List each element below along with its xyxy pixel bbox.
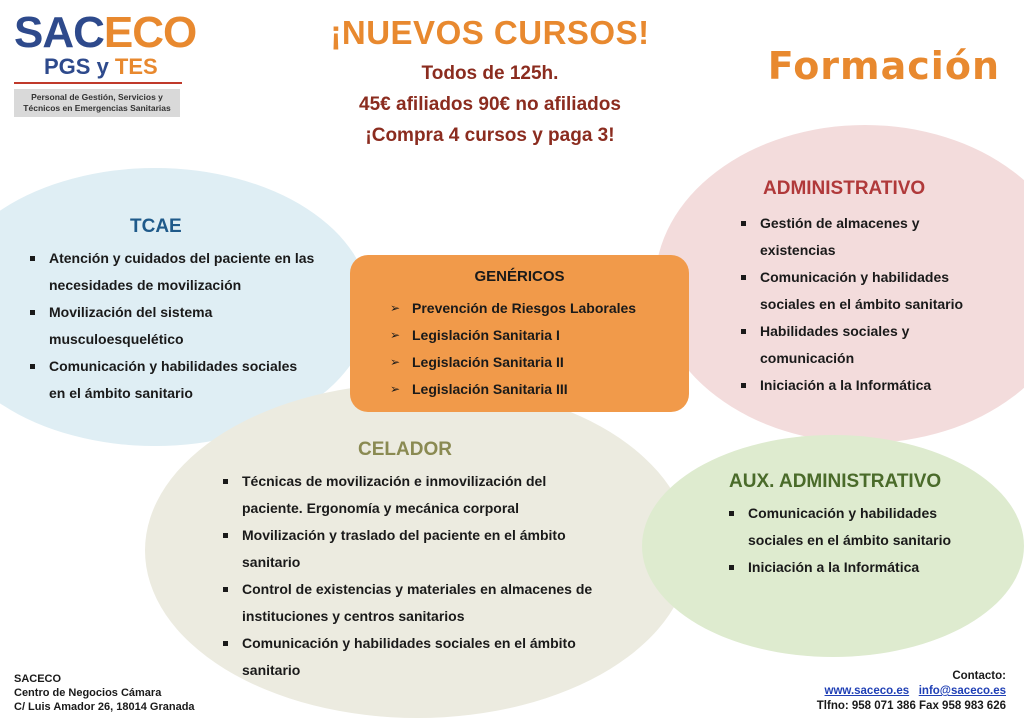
logo-sub-part-b: TES xyxy=(114,54,158,79)
logo-subtitle xyxy=(44,56,182,78)
list-item: Comunicación y habilidades sociales en el ámbito sanitario xyxy=(27,353,317,407)
aux-administrativo-title: AUX. ADMINISTRATIVO xyxy=(729,471,942,492)
list-item: ➢ Legislación Sanitaria II xyxy=(390,349,636,376)
logo-brand xyxy=(14,8,197,57)
logo-brand-part-a: SAC xyxy=(14,8,104,57)
footer-place: Centro de Negocios Cámara xyxy=(14,687,162,699)
logo-divider xyxy=(14,82,182,84)
promo-prices: 45€ afiliados 90€ no afiliados xyxy=(359,94,621,115)
tcae-title: TCAE xyxy=(130,216,182,237)
tcae-list xyxy=(27,245,317,407)
promo-offer: ¡Compra 4 cursos y paga 3! xyxy=(365,125,615,146)
logo-caption xyxy=(14,89,180,117)
list-item: Comunicación y habilidades sociales en el ámbito sanitario xyxy=(220,630,610,684)
contact-label: Contacto: xyxy=(952,670,1006,682)
list-item: Iniciación a la Informática xyxy=(738,372,988,399)
genericos-title: GENÉRICOS xyxy=(474,268,565,285)
promo-hours: Todos de 125h. xyxy=(421,63,559,84)
footer-contact xyxy=(817,669,1006,714)
formacion-heading: Formación xyxy=(767,44,1000,88)
page-title: ¡NUEVOS CURSOS! xyxy=(330,14,650,51)
administrativo-list xyxy=(738,210,988,399)
contact-phones: Tlfno: 958 071 386 Fax 958 983 626 xyxy=(816,700,1006,712)
list-item: ➢ Legislación Sanitaria III xyxy=(390,376,636,403)
list-item: Técnicas de movilización e inmovilización del paciente. Ergonomía y mecánica corporal xyxy=(220,468,610,522)
list-item: Movilización y traslado del paciente en el ámbito sanitario xyxy=(220,522,610,576)
logo-caption-line2: Técnicos en Emergencias Sanitarias xyxy=(23,103,171,113)
list-item: ➢ Legislación Sanitaria I xyxy=(390,322,636,349)
header-promo xyxy=(300,14,680,151)
aux-administrativo-list xyxy=(726,500,961,581)
celador-title: CELADOR xyxy=(358,439,452,460)
list-item: Comunicación y habilidades sociales en el ámbito sanitario xyxy=(726,500,961,554)
list-item: ➢ Prevención de Riesgos Laborales xyxy=(390,295,636,322)
genericos-list xyxy=(390,295,636,403)
saceco-logo xyxy=(14,8,197,117)
administrativo-title: ADMINISTRATIVO xyxy=(763,178,926,199)
list-item: Iniciación a la Informática xyxy=(726,554,961,581)
list-item: Gestión de almacenes y existencias xyxy=(738,210,988,264)
website-link[interactable]: www.saceco.es xyxy=(824,685,910,697)
footer-street: C/ Luis Amador 26, 18014 Granada xyxy=(14,701,195,713)
list-item: Control de existencias y materiales en almacenes de instituciones y centros sanitarios xyxy=(220,576,610,630)
list-item: Movilización del sistema musculoesquelético xyxy=(27,299,317,353)
logo-brand-part-b: ECO xyxy=(103,8,197,57)
celador-list xyxy=(220,468,610,684)
logo-caption-line1: Personal de Gestión, Servicios y xyxy=(31,92,163,102)
email-link[interactable]: info@saceco.es xyxy=(918,685,1006,697)
footer-address xyxy=(14,672,195,714)
list-item: Comunicación y habilidades sociales en el ámbito sanitario xyxy=(738,264,988,318)
list-item: Habilidades sociales y comunicación xyxy=(738,318,988,372)
list-item: Atención y cuidados del paciente en las necesidades de movilización xyxy=(27,245,317,299)
footer-org: SACECO xyxy=(14,673,62,685)
genericos-box xyxy=(350,255,689,412)
logo-sub-part-a: PGS y xyxy=(44,54,115,79)
